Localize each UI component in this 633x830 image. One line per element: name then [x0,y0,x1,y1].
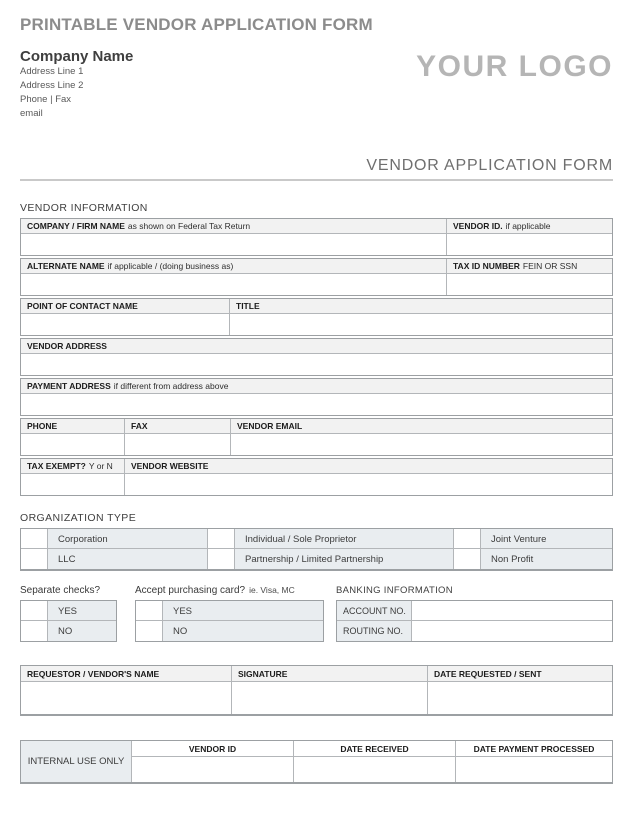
tax-exempt-input[interactable] [21,474,124,495]
header-divider [20,179,613,181]
option-joint-venture: Joint Venture [480,529,612,549]
organization-type-heading: ORGANIZATION TYPE [20,512,137,524]
label-note: if applicable / (doing business as) [107,261,234,271]
requestor-name-input[interactable] [21,682,231,714]
form-title: VENDOR APPLICATION FORM [366,157,613,174]
field-group-vendor-address [20,338,613,376]
purchasing-card-table [135,600,324,642]
checkbox-non-profit[interactable] [453,549,480,569]
label-text: TITLE [236,301,260,311]
date-received-header: DATE RECEIVED [293,741,455,757]
routing-no-label: ROUTING NO. [337,621,411,641]
account-no-label: ACCOUNT NO. [337,601,411,621]
field-group-phone-fax-email [20,418,613,456]
checkbox-separate-checks-no[interactable] [21,621,47,641]
label-note: if applicable [505,221,551,231]
company-name: Company Name [20,48,134,65]
company-address-line-1: Address Line 1 [20,66,84,77]
tax-id-number-label [446,259,612,274]
option-partnership: Partnership / Limited Partnership [234,549,453,569]
signature-header: SIGNATURE [231,666,427,682]
signature-input[interactable] [231,682,427,714]
phone-label [21,419,124,434]
field-group-tax-exempt-website [20,458,613,496]
label-text: PHONE [27,421,58,431]
requestor-table [20,665,613,716]
vendor-id-input[interactable] [446,234,612,255]
label-text: TAX EXEMPT? [27,461,86,471]
checkbox-individual-sole-proprietor[interactable] [207,529,234,549]
label-note: Y or N [88,461,113,471]
label-text: PAYMENT ADDRESS [27,381,111,391]
tax-id-number-input[interactable] [446,274,612,295]
point-of-contact-name-label [21,299,229,314]
option-corporation: Corporation [47,529,207,549]
company-email: email [20,108,43,119]
label-text: TAX ID NUMBER [453,261,520,271]
internal-use-table [20,740,613,784]
question-note: ie. Visa, MC [249,585,295,595]
checkbox-partnership[interactable] [207,549,234,569]
payment-address-input[interactable] [21,394,612,415]
date-payment-processed-header: DATE PAYMENT PROCESSED [455,741,612,757]
organization-type-table [20,528,613,571]
field-group-contact-title [20,298,613,336]
checkbox-separate-checks-yes[interactable] [21,601,47,621]
date-received-input[interactable] [293,757,455,782]
fax-input[interactable] [124,434,230,455]
company-firm-name-label [21,219,446,234]
separate-checks-no-label: NO [47,621,116,641]
company-logo-placeholder: YOUR LOGO [416,50,613,83]
vendor-email-label [230,419,612,434]
company-phone-fax: Phone | Fax [20,94,72,105]
checkbox-purchasing-card-yes[interactable] [136,601,162,621]
separate-checks-block [20,585,117,642]
vendor-id-label [446,219,612,234]
title-input[interactable] [229,314,612,335]
vendor-email-input[interactable] [230,434,612,455]
label-text: VENDOR WEBSITE [131,461,209,471]
vendor-website-label [124,459,612,474]
option-llc: LLC [47,549,207,569]
vendor-address-input[interactable] [21,354,612,375]
phone-input[interactable] [21,434,124,455]
company-firm-name-input[interactable] [21,234,446,255]
label-note: FEIN OR SSN [522,261,578,271]
internal-vendor-id-input[interactable] [131,757,293,782]
vendor-address-label [21,339,612,354]
separate-checks-table [20,600,117,642]
banking-information-heading: BANKING INFORMATION [336,585,453,596]
purchasing-card-no-label: NO [162,621,323,641]
separate-checks-yes-label: YES [47,601,116,621]
vendor-website-input[interactable] [124,474,612,495]
label-text: VENDOR ADDRESS [27,341,107,351]
checkbox-joint-venture[interactable] [453,529,480,549]
checkbox-corporation[interactable] [21,529,47,549]
title-label [229,299,612,314]
banking-information-table [336,600,613,642]
label-text: POINT OF CONTACT NAME [27,301,138,311]
internal-vendor-id-header: VENDOR ID [131,741,293,757]
tax-exempt-label [21,459,124,474]
vendor-information-heading: VENDOR INFORMATION [20,202,148,214]
date-payment-processed-input[interactable] [455,757,612,782]
requestor-name-header: REQUESTOR / VENDOR'S NAME [21,666,231,682]
label-text: VENDOR EMAIL [237,421,303,431]
payment-options-row [20,585,613,642]
banking-information-block [336,585,613,642]
field-group-company-vendor-id [20,218,613,256]
internal-use-only-label: INTERNAL USE ONLY [21,741,131,782]
page-title: PRINTABLE VENDOR APPLICATION FORM [20,15,373,34]
field-group-payment-address [20,378,613,416]
payment-address-label [21,379,612,394]
label-text: COMPANY / FIRM NAME [27,221,125,231]
option-individual-sole-proprietor: Individual / Sole Proprietor [234,529,453,549]
routing-no-input[interactable] [411,621,612,641]
separate-checks-question: Separate checks? [20,585,101,596]
purchasing-card-block [135,585,324,642]
label-text: FAX [131,421,148,431]
alternate-name-input[interactable] [21,274,446,295]
label-note: as shown on Federal Tax Return [127,221,251,231]
alternate-name-label [21,259,446,274]
date-requested-input[interactable] [427,682,612,714]
point-of-contact-name-input[interactable] [21,314,229,335]
label-text: ALTERNATE NAME [27,261,105,271]
checkbox-purchasing-card-no[interactable] [136,621,162,641]
checkbox-llc[interactable] [21,549,47,569]
header-block [20,48,613,121]
question-text: Accept purchasing card? [135,585,246,596]
purchasing-card-yes-label: YES [162,601,323,621]
date-requested-header: DATE REQUESTED / SENT [427,666,612,682]
account-no-input[interactable] [411,601,612,621]
company-address-line-2: Address Line 2 [20,80,84,91]
label-note: if different from address above [113,381,229,391]
field-group-alternate-tax-id [20,258,613,296]
option-non-profit: Non Profit [480,549,612,569]
fax-label [124,419,230,434]
purchasing-card-question [135,585,324,600]
label-text: VENDOR ID. [453,221,503,231]
